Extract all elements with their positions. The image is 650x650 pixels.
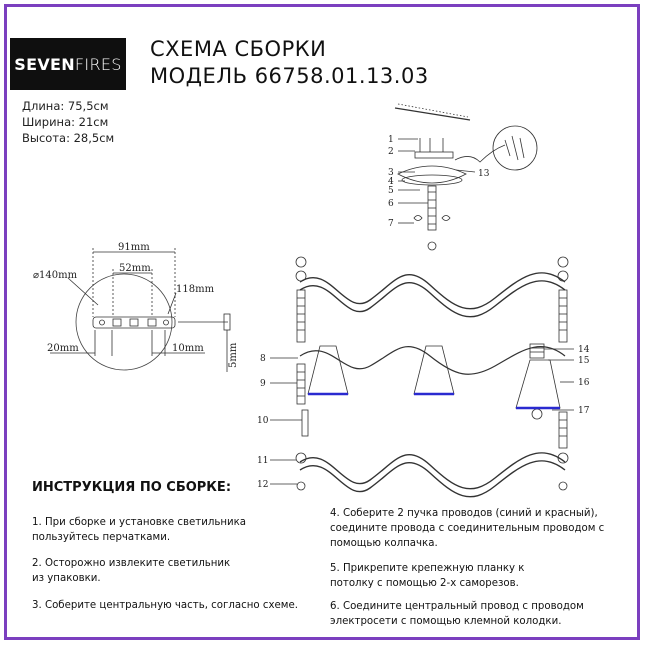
part-num-8: 8 xyxy=(260,354,266,364)
title-line-1: СХЕМА СБОРКИ xyxy=(150,37,327,61)
dim-20: 20mm xyxy=(47,343,79,354)
dim-118: 118mm xyxy=(176,284,215,295)
dim-91: 91mm xyxy=(118,242,150,253)
instruction-step-5: 5. Прикрепите крепежную планку к потолку с помощью 2-х саморезов. xyxy=(330,563,525,589)
part-num-10: 10 xyxy=(257,416,269,426)
instruction-step-1: 1. При сборке и установке светильника пользуйтесь перчатками. xyxy=(32,517,247,543)
part-num-16: 16 xyxy=(578,378,590,388)
part-num-14: 14 xyxy=(578,345,590,355)
brand-logo-bold: SEVEN xyxy=(14,54,75,74)
instructions-heading: ИНСТРУКЦИЯ ПО СБОРКЕ: xyxy=(32,480,232,495)
part-num-9: 9 xyxy=(260,379,266,389)
part-num-7: 7 xyxy=(388,219,394,229)
instruction-step-3: 3. Соберите центральную часть, согласно схеме. xyxy=(32,600,298,611)
title-line-2: МОДЕЛЬ 66758.01.13.03 xyxy=(150,64,429,88)
part-num-5: 5 xyxy=(388,186,394,196)
instruction-step-2: 2. Осторожно извлеките светильник из упаковки. xyxy=(32,558,231,584)
brand-logo-light: FIRES xyxy=(74,54,122,74)
dim-140: ⌀140mm xyxy=(33,270,78,281)
part-num-4: 4 xyxy=(388,177,394,187)
part-num-3: 3 xyxy=(388,168,394,178)
instruction-step-4: 4. Соберите 2 пучка проводов (синий и красный), соедините провода с соединительным проводом с помощью колпачка. xyxy=(330,508,605,549)
dim-52: 52mm xyxy=(119,263,151,274)
top-parts-drawing xyxy=(395,104,537,250)
part-num-12: 12 xyxy=(257,480,269,490)
dim-140-value: 140mm xyxy=(39,270,78,281)
part-num-17: 17 xyxy=(578,406,590,416)
part-num-1: 1 xyxy=(388,135,394,145)
instruction-step-6: 6. Соедините центральный провод с проводом электросети с помощью клемной колодки. xyxy=(330,601,584,627)
dimension-length: Длина: 75,5см xyxy=(22,99,109,113)
part-num-11: 11 xyxy=(257,456,269,466)
part-num-15: 15 xyxy=(578,356,590,366)
fixture-drawing xyxy=(270,257,574,497)
dim-10: 10mm xyxy=(172,343,204,354)
part-num-2: 2 xyxy=(388,147,394,157)
dim-5: 5mm xyxy=(228,342,239,368)
dimension-width: Ширина: 21см xyxy=(22,115,109,129)
part-num-13: 13 xyxy=(478,169,490,179)
dimension-height: Высота: 28,5см xyxy=(22,131,115,145)
part-num-6: 6 xyxy=(388,199,394,209)
